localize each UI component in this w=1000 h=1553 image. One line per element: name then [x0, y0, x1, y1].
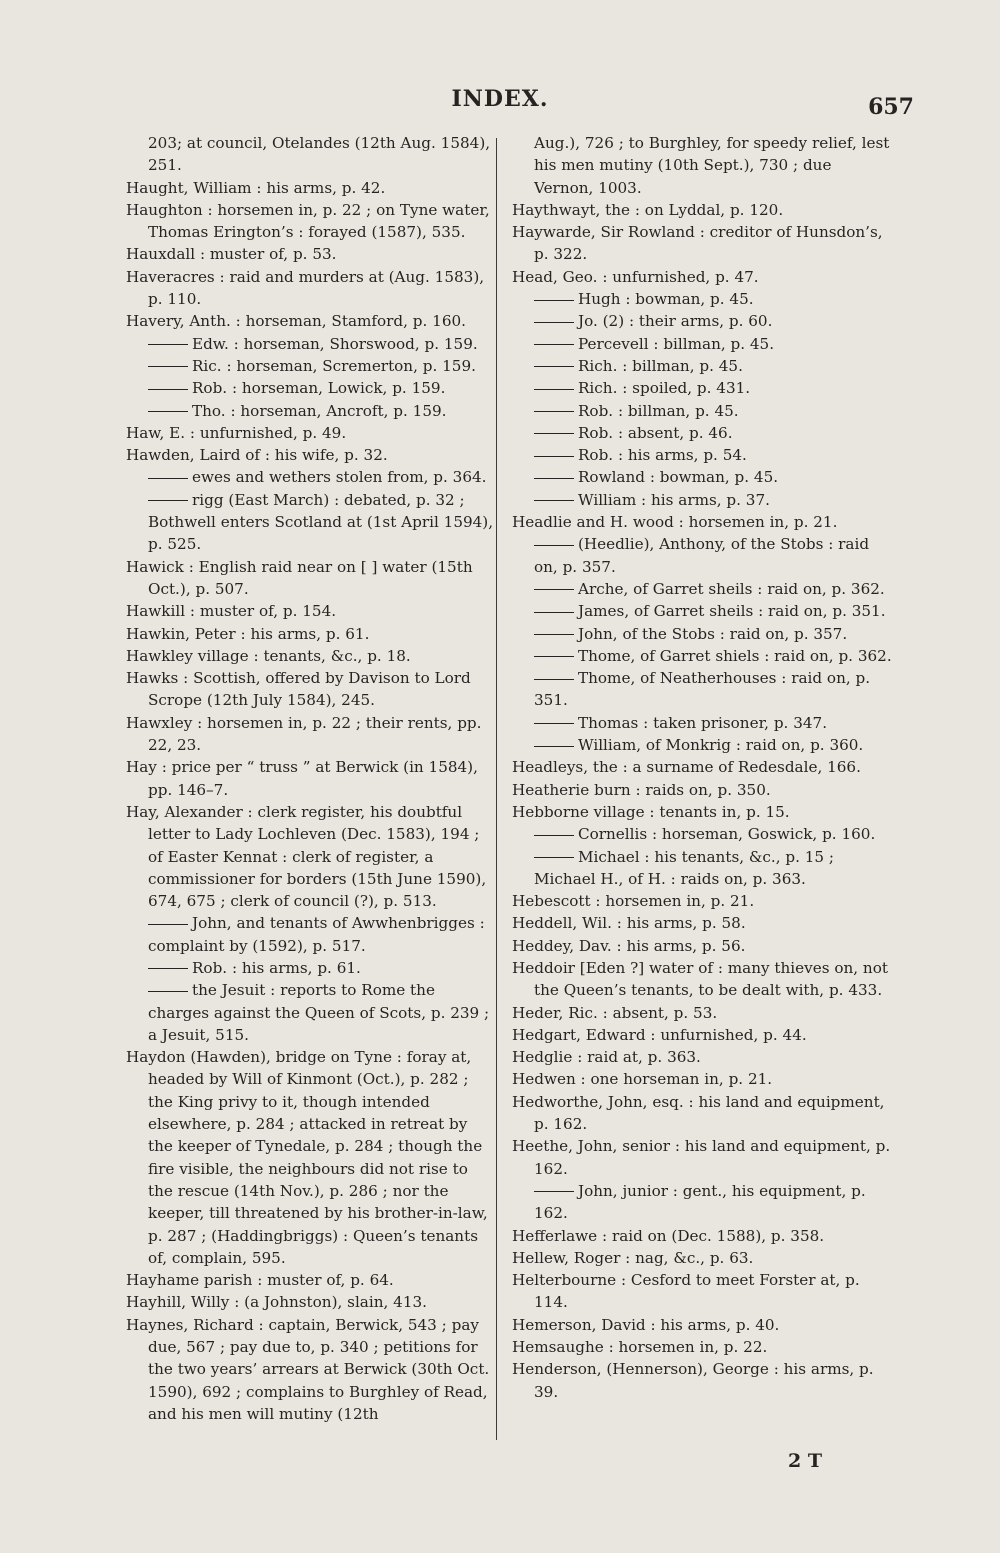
index-entry	[126, 1291, 496, 1313]
entry-text: Haynes, Richard : captain, Berwick, 543 ; pay due, 567 ; pay due to, p. 340 ; petitions for the two years’ arrears at Berwick (30th Oct. 1590), 692 ; complains to Burghley of Read, and his men will mutiny (12th	[126, 1315, 490, 1423]
index-entry	[512, 801, 892, 823]
index-entry	[126, 444, 496, 466]
repeat-dash	[534, 478, 574, 479]
index-entry	[512, 1336, 892, 1358]
repeat-dash	[534, 835, 574, 836]
index-subentry	[512, 712, 892, 734]
entry-text: Hedgart, Edward : unfurnished, p. 44.	[512, 1025, 807, 1044]
index-subentry	[512, 310, 892, 332]
entry-text: Haveracres : raid and murders at (Aug. 1583), p. 110.	[126, 267, 485, 309]
index-entry	[512, 199, 892, 221]
repeat-dash	[534, 723, 574, 724]
entry-text: Haythwayt, the : on Lyddal, p. 120.	[512, 200, 784, 219]
repeat-dash	[148, 478, 188, 479]
entry-text: Hawks : Scottish, offered by Davison to Lord Scrope (12th July 1584), 245.	[126, 669, 471, 710]
index-entry	[512, 1002, 892, 1024]
repeat-dash	[148, 991, 188, 992]
entry-text: Thome, of Garret shiels : raid on, p. 362.	[578, 646, 892, 665]
entry-text: Hayhame parish : muster of, p. 64.	[126, 1271, 394, 1290]
repeat-dash	[534, 366, 574, 367]
entry-text: Hedwen : one horseman in, p. 21.	[512, 1070, 773, 1089]
entry-text: Rob. : his arms, p. 54.	[578, 446, 747, 465]
index-subentry	[126, 355, 496, 377]
entry-text: Hawkley village : tenants, &c., p. 18.	[126, 646, 411, 665]
index-entry	[126, 243, 496, 265]
index-entry	[126, 801, 496, 912]
index-entry	[512, 221, 892, 266]
repeat-dash	[534, 344, 574, 345]
entry-text: Hemsaughe : horsemen in, p. 22.	[512, 1338, 768, 1357]
index-entry	[512, 1135, 892, 1180]
index-subentry	[126, 466, 496, 488]
entry-text: Haydon (Hawden), bridge on Tyne : foray at, headed by Will of Kinmont (Oct.), p. 282 ; the King privy to it, though intended elsewhere, p. 284 ; attacked in retreat by the keeper of Tynedale, p. 284 ; though the fire visible, the neighbours did not rise to the rescue (14th Nov.), p. 286 ; nor the keeper, till threatened by his brother-in-law, p. 287 ; (Haddingbriggs) : Queen’s tenants of, complain, 595.	[126, 1048, 488, 1267]
index-entry	[126, 645, 496, 667]
repeat-dash	[534, 456, 574, 457]
repeat-dash	[534, 411, 574, 412]
index-entry	[126, 600, 496, 622]
repeat-dash	[534, 857, 574, 858]
index-subentry	[126, 400, 496, 422]
entry-text: Heder, Ric. : absent, p. 53.	[512, 1003, 718, 1022]
index-entry	[126, 266, 496, 311]
entry-text: Head, Geo. : unfurnished, p. 47.	[512, 267, 759, 286]
entry-text: Headleys, the : a surname of Redesdale, 166.	[512, 758, 861, 777]
index-entry	[126, 1314, 496, 1425]
index-subentry	[512, 377, 892, 399]
index-subentry	[512, 734, 892, 756]
repeat-dash	[148, 968, 188, 969]
entry-text: Hugh : bowman, p. 45.	[578, 290, 754, 309]
index-entry	[512, 1247, 892, 1269]
entry-text: Edw. : horseman, Shorswood, p. 159.	[192, 334, 478, 353]
index-entry	[126, 310, 496, 332]
entry-text: Percevell : billman, p. 45.	[578, 334, 775, 353]
entry-text: Tho. : horseman, Ancroft, p. 159.	[192, 401, 447, 420]
repeat-dash	[534, 433, 574, 434]
index-entry	[126, 556, 496, 601]
index-entry	[126, 712, 496, 757]
index-subentry	[512, 400, 892, 422]
index-subentry	[512, 288, 892, 310]
entry-text: Thomas : taken prisoner, p. 347.	[578, 713, 828, 732]
repeat-dash	[148, 366, 188, 367]
index-entry	[512, 935, 892, 957]
entry-text: Rowland : bowman, p. 45.	[578, 468, 779, 487]
entry-text: Michael : his tenants, &c., p. 15 ; Michael H., of H. : raids on, p. 363.	[534, 847, 835, 888]
entry-text: Rich. : spoiled, p. 431.	[578, 379, 751, 398]
repeat-dash	[534, 389, 574, 390]
entry-text: John, junior : gent., his equipment, p. 162.	[534, 1181, 866, 1223]
entry-text: John, of the Stobs : raid on, p. 357.	[578, 624, 848, 643]
repeat-dash	[534, 1191, 574, 1192]
entry-text: Heatherie burn : raids on, p. 350.	[512, 780, 771, 799]
index-entry	[126, 1046, 496, 1269]
entry-text: 203; at council, Otelandes (12th Aug. 1584), 251.	[148, 134, 491, 175]
entry-text: Hellew, Roger : nag, &c., p. 63.	[512, 1248, 754, 1267]
index-subentry	[512, 600, 892, 622]
entry-text: Heddell, Wil. : his arms, p. 58.	[512, 914, 746, 933]
entry-text: Henderson, (Hennerson), George : his arms, p. 39.	[512, 1360, 874, 1401]
index-entry	[512, 1024, 892, 1046]
index-subentry	[126, 333, 496, 355]
entry-text: John, and tenants of Awwhenbrigges : complaint by (1592), p. 517.	[148, 914, 485, 955]
index-subentry	[512, 578, 892, 600]
entry-text: Heethe, John, senior : his land and equipment, p. 162.	[512, 1137, 891, 1178]
index-entry	[512, 511, 892, 533]
index-column-left	[126, 132, 496, 1425]
entry-text: Hefferlawe : raid on (Dec. 1588), p. 358.	[512, 1226, 825, 1245]
index-subentry	[126, 377, 496, 399]
entry-text: Haw, E. : unfurnished, p. 49.	[126, 423, 347, 442]
entry-text: Hay, Alexander : clerk register, his doubtful letter to Lady Lochleven (Dec. 1583), 194 ; of Easter Kennat : clerk of register, a commissioner for borders (15th June 1590), 674, 675 ; clerk of council (?), p. 513.	[126, 802, 487, 911]
index-entry	[126, 756, 496, 801]
index-column-right	[512, 132, 892, 1403]
index-subentry	[512, 1180, 892, 1225]
entry-text: Rob. : absent, p. 46.	[578, 423, 733, 442]
entry-text: Hay : price per “ truss ” at Berwick (in 1584), pp. 146–7.	[126, 758, 478, 799]
index-subentry	[512, 846, 892, 891]
entry-text: Haywarde, Sir Rowland : creditor of Hunsdon’s, p. 322.	[512, 223, 883, 264]
entry-text: Hebescott : horsemen in, p. 21.	[512, 892, 755, 911]
entry-text: Helterbourne : Cesford to meet Forster at, p. 114.	[512, 1271, 860, 1312]
repeat-dash	[148, 924, 188, 925]
index-entry	[512, 266, 892, 288]
entry-text: Hawkin, Peter : his arms, p. 61.	[126, 624, 370, 643]
index-subentry	[512, 444, 892, 466]
index-entry	[512, 779, 892, 801]
entry-text: William, of Monkrig : raid on, p. 360.	[578, 736, 864, 755]
index-entry	[512, 1314, 892, 1336]
entry-text: Rich. : billman, p. 45.	[578, 356, 743, 375]
index-subentry	[512, 466, 892, 488]
index-subentry	[512, 623, 892, 645]
entry-text: Cornellis : horseman, Goswick, p. 160.	[578, 825, 876, 844]
entry-text: Rob. : his arms, p. 61.	[192, 958, 361, 977]
entry-text: Rob. : horseman, Lowick, p. 159.	[192, 379, 446, 398]
index-entry	[512, 1225, 892, 1247]
index-subentry	[512, 355, 892, 377]
entry-text: ewes and wethers stolen from, p. 364.	[192, 468, 487, 487]
repeat-dash	[148, 500, 188, 501]
repeat-dash	[534, 589, 574, 590]
repeat-dash	[534, 746, 574, 747]
page-header	[0, 86, 1000, 126]
index-subentry	[512, 533, 892, 578]
entry-text: the Jesuit : reports to Rome the charges against the Queen of Scots, p. 239 ; a Jesuit, 515.	[148, 981, 490, 1044]
repeat-dash	[534, 300, 574, 301]
entry-text: Headlie and H. wood : horsemen in, p. 21.	[512, 513, 838, 532]
repeat-dash	[534, 322, 574, 323]
entry-text: Aug.), 726 ; to Burghley, for speedy relief, lest his men mutiny (10th Sept.), 730 ; due Vernon, 1003.	[534, 134, 890, 197]
repeat-dash	[534, 545, 574, 546]
index-entry	[512, 756, 892, 778]
index-entry	[126, 1269, 496, 1291]
entry-text: Hedworthe, John, esq. : his land and equipment, p. 162.	[512, 1092, 885, 1134]
repeat-dash	[148, 389, 188, 390]
index-entry	[126, 199, 496, 244]
index-subentry	[512, 333, 892, 355]
entry-text: Haught, William : his arms, p. 42.	[126, 178, 386, 197]
index-entry	[512, 1269, 892, 1314]
entry-text: Hayhill, Willy : (a Johnston), slain, 413.	[126, 1293, 427, 1312]
entry-text: Hedglie : raid at, p. 363.	[512, 1048, 701, 1067]
entry-text: Hawxley : horsemen in, p. 22 ; their rents, pp. 22, 23.	[126, 713, 482, 755]
entry-text: Jo. (2) : their arms, p. 60.	[578, 312, 773, 331]
entry-text: William : his arms, p. 37.	[578, 490, 770, 509]
entry-text: Hawden, Laird of : his wife, p. 32.	[126, 446, 388, 465]
repeat-dash	[534, 656, 574, 657]
entry-text: Havery, Anth. : horseman, Stamford, p. 160.	[126, 312, 466, 331]
repeat-dash	[148, 344, 188, 345]
entry-text: (Heedlie), Anthony, of the Stobs : raid on, p. 357.	[534, 535, 870, 576]
index-entry-continuation	[126, 132, 496, 177]
repeat-dash	[148, 411, 188, 412]
entry-text: James, of Garret sheils : raid on, p. 351.	[578, 602, 886, 621]
index-entry	[126, 623, 496, 645]
entry-text: Arche, of Garret sheils : raid on, p. 362.	[578, 579, 885, 598]
index-entry	[512, 1358, 892, 1403]
index-entry	[512, 890, 892, 912]
page-number: 657	[868, 94, 914, 120]
index-subentry	[512, 823, 892, 845]
index-entry	[126, 667, 496, 712]
index-entry	[512, 912, 892, 934]
index-subentry	[126, 957, 496, 979]
entry-text: Hauxdall : muster of, p. 53.	[126, 245, 337, 264]
index-subentry	[512, 645, 892, 667]
printer-signature-mark: 2 T	[788, 1450, 822, 1472]
repeat-dash	[534, 679, 574, 680]
entry-text: Heddoir [Eden ?] water of : many thieves on, not the Queen’s tenants, to be dealt with, p. 433.	[512, 958, 888, 1000]
running-title: INDEX.	[451, 86, 549, 112]
index-subentry	[512, 489, 892, 511]
entry-text: Thome, of Neatherhouses : raid on, p. 351.	[534, 669, 871, 710]
entry-text: Hawick : English raid near on [ ] water (15th Oct.), p. 507.	[126, 557, 473, 598]
entry-text: Heddey, Dav. : his arms, p. 56.	[512, 936, 746, 955]
index-subentry	[512, 667, 892, 712]
index-entry	[512, 1091, 892, 1136]
index-entry	[512, 1068, 892, 1090]
index-entry-continuation	[512, 132, 892, 199]
entry-text: rigg (East March) : debated, p. 32 ; Bothwell enters Scotland at (1st April 1594), p. 525.	[148, 490, 494, 554]
column-divider	[496, 138, 497, 1440]
index-entry	[126, 177, 496, 199]
index-subentry	[126, 979, 496, 1046]
repeat-dash	[534, 500, 574, 501]
index-entry	[126, 422, 496, 444]
entry-text: Hawkill : muster of, p. 154.	[126, 602, 337, 621]
index-subentry	[512, 422, 892, 444]
index-subentry	[126, 912, 496, 957]
entry-text: Ric. : horseman, Scremerton, p. 159.	[192, 356, 476, 375]
index-subentry	[126, 489, 496, 556]
entry-text: Hemerson, David : his arms, p. 40.	[512, 1315, 780, 1334]
entry-text: Hebborne village : tenants in, p. 15.	[512, 802, 790, 821]
entry-text: Haughton : horsemen in, p. 22 ; on Tyne water, Thomas Erington’s : forayed (1587), 535.	[126, 200, 490, 242]
repeat-dash	[534, 634, 574, 635]
entry-text: Rob. : billman, p. 45.	[578, 401, 739, 420]
index-entry	[512, 1046, 892, 1068]
repeat-dash	[534, 612, 574, 613]
index-entry	[512, 957, 892, 1002]
